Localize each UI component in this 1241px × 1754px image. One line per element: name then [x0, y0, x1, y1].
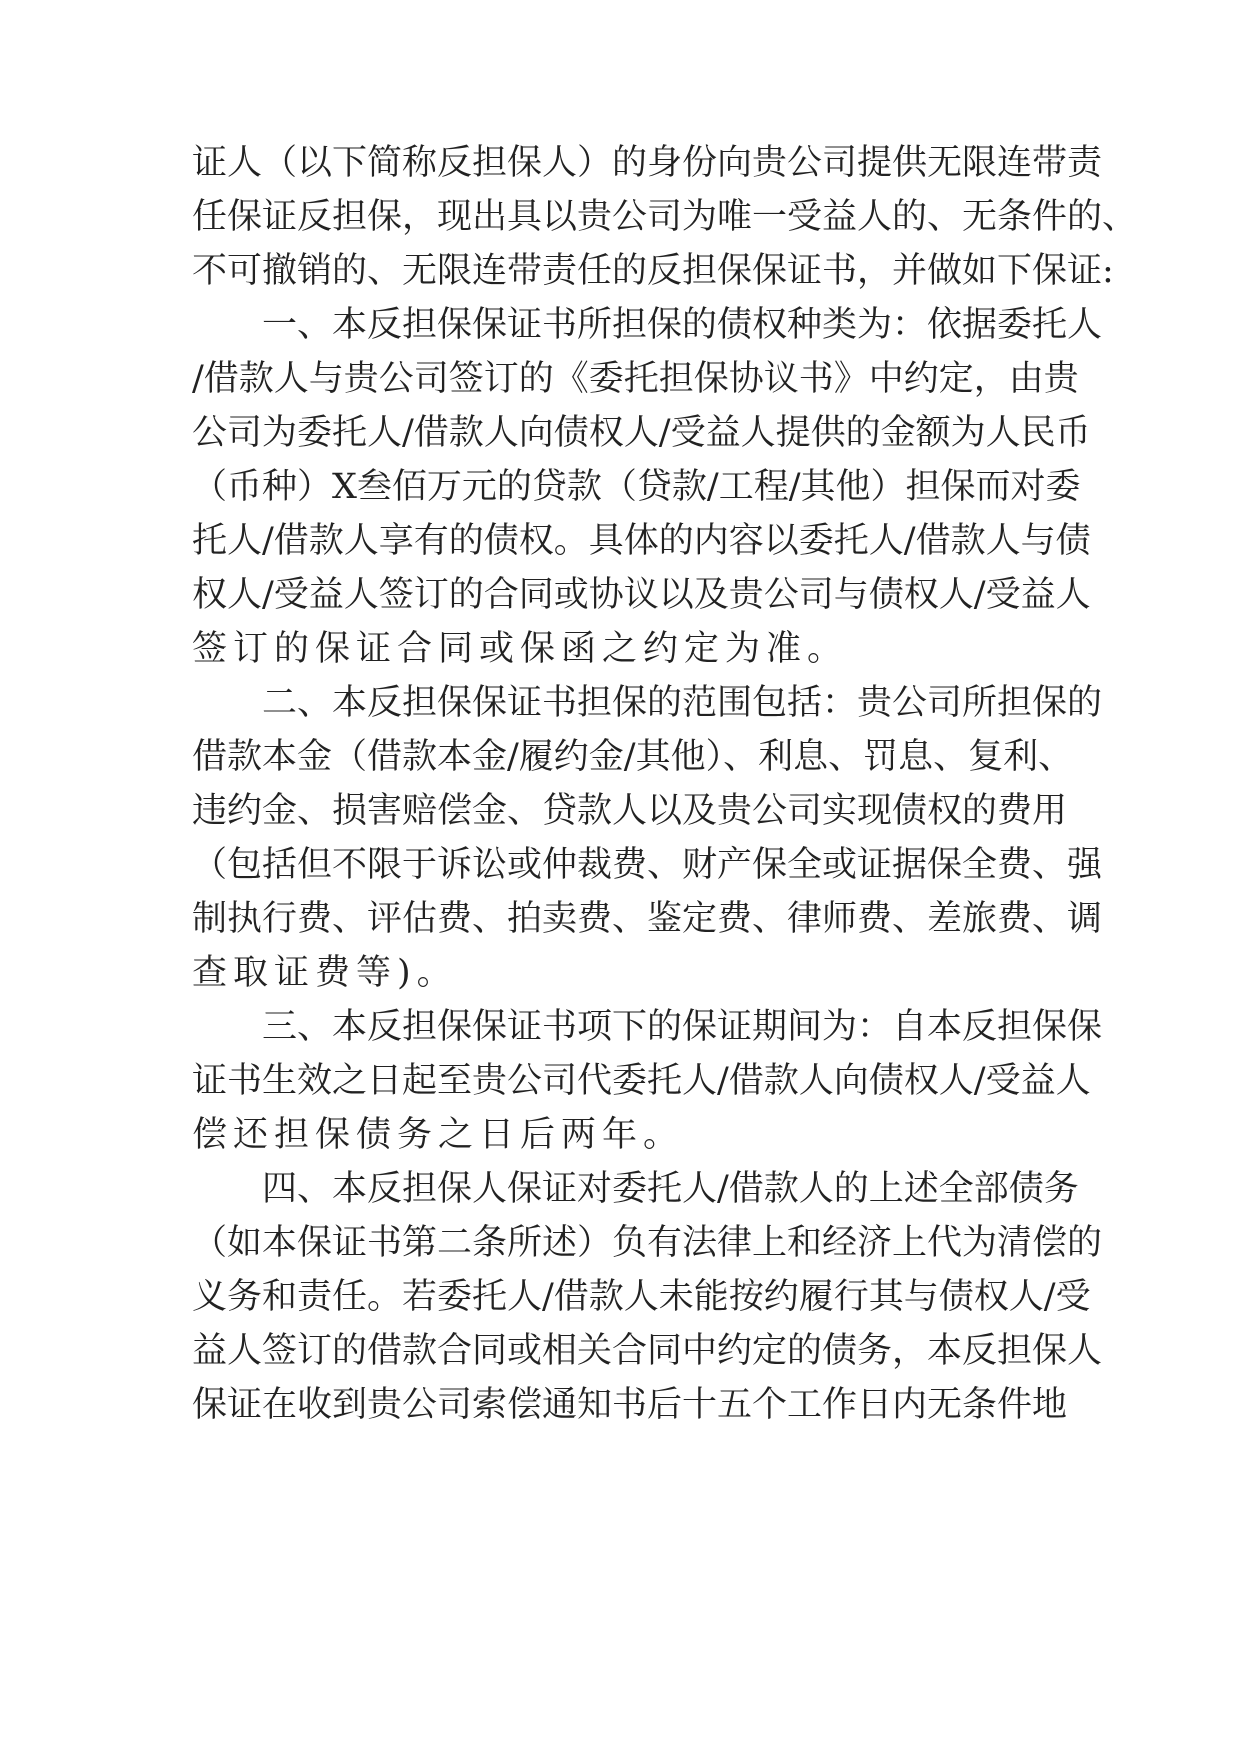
- text-line: 违约金、损害赔偿金、贷款人以及贵公司实现债权的费用: [192, 791, 1068, 831]
- text-line: （包括但不限于诉讼或仲裁费、财产保全或证据保全费、强: [192, 845, 1103, 885]
- section-two-heading-line: 二、本反担保保证书担保的范围包括：贵公司所担保的: [262, 683, 1103, 723]
- text-line: 义务和责任。若委托人/借款人未能按约履行其与债权人/受: [192, 1277, 1091, 1317]
- text-line: 签订的保证合同或保函之约定为准。: [192, 629, 849, 669]
- text-line: 托人/借款人享有的债权。具体的内容以委托人/借款人与债: [192, 521, 1091, 561]
- text-line: 借款本金（借款本金/履约金/其他）、利息、罚息、复利、: [192, 737, 1074, 777]
- text-line: 查取证费等)。: [192, 953, 458, 993]
- text-line: 任保证反担保，现出具以贵公司为唯一受益人的、无条件的、: [192, 197, 1138, 237]
- text-line: （如本保证书第二条所述）负有法律上和经济上代为清偿的: [192, 1223, 1103, 1263]
- text-line: 公司为委托人/借款人向债权人/受益人提供的金额为人民币: [192, 413, 1091, 453]
- text-line: 权人/受益人签订的合同或协议以及贵公司与债权人/受益人: [192, 575, 1091, 615]
- text-line: 不可撤销的、无限连带责任的反担保保证书，并做如下保证:: [192, 251, 1114, 291]
- text-line: /借款人与贵公司签订的《委托担保协议书》中约定，由贵: [192, 359, 1079, 399]
- text-line: 证人（以下简称反担保人）的身份向贵公司提供无限连带责: [192, 143, 1103, 183]
- text-line: 保证在收到贵公司索偿通知书后十五个工作日内无条件地: [192, 1385, 1068, 1425]
- section-one-heading-line: 一、本反担保保证书所担保的债权种类为：依据委托人: [262, 305, 1103, 345]
- text-line: 制执行费、评估费、拍卖费、鉴定费、律师费、差旅费、调: [192, 899, 1103, 939]
- section-four-heading-line: 四、本反担保人保证对委托人/借款人的上述全部债务: [262, 1169, 1079, 1209]
- text-line: 证书生效之日起至贵公司代委托人/借款人向债权人/受益人: [192, 1061, 1091, 1101]
- text-line: 偿还担保债务之日后两年。: [192, 1115, 685, 1155]
- text-line: （币种）X叁佰万元的贷款（贷款/工程/其他）担保而对委: [192, 467, 1081, 507]
- section-three-heading-line: 三、本反担保保证书项下的保证期间为：自本反担保保: [262, 1007, 1103, 1047]
- text-line: 益人签订的借款合同或相关合同中约定的债务，本反担保人: [192, 1331, 1103, 1371]
